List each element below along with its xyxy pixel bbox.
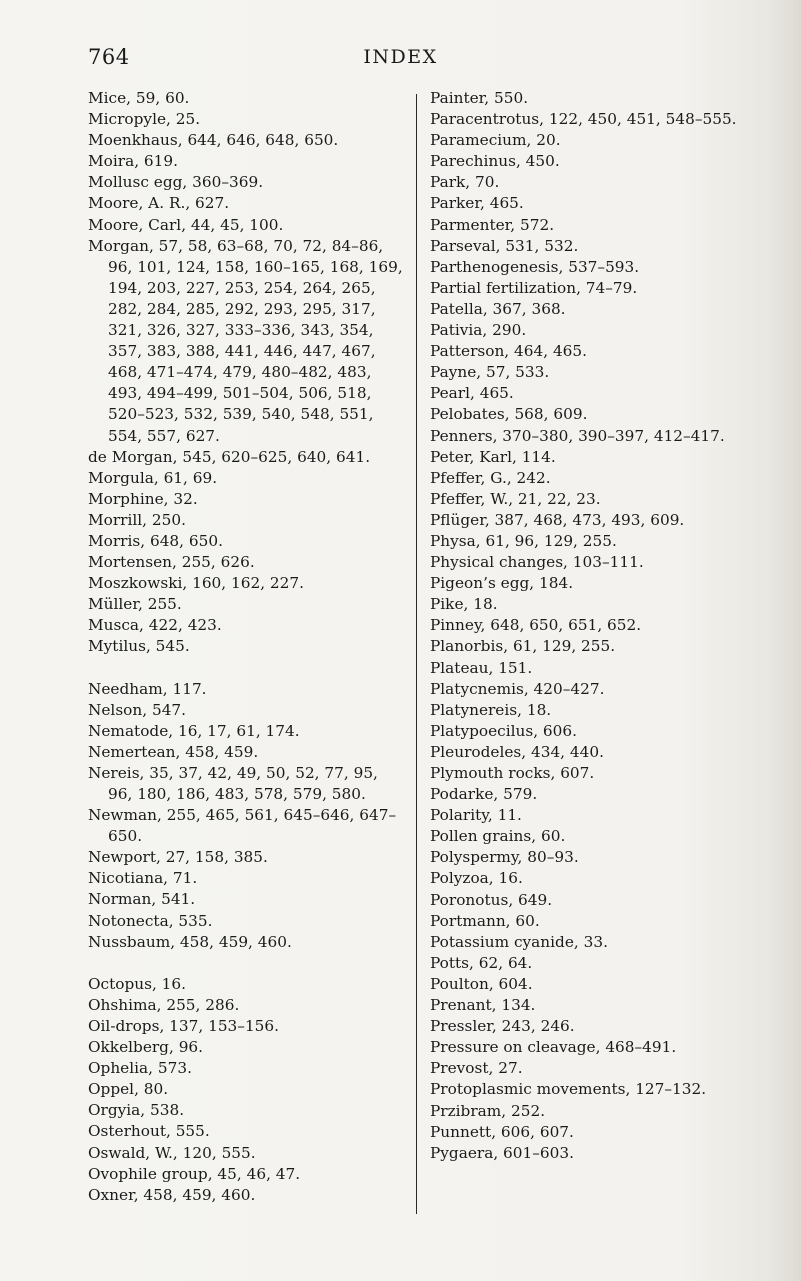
index-entry: Oppel, 80. — [88, 1080, 169, 1099]
index-entry: Ophelia, 573. — [88, 1059, 192, 1078]
index-entry: Polyspermy, 80–93. — [430, 848, 579, 867]
index-entry: Moszkowski, 160, 162, 227. — [88, 574, 304, 593]
index-entry: Polyzoa, 16. — [430, 869, 523, 888]
index-entry: Prevost, 27. — [430, 1059, 523, 1078]
index-entry: Osterhout, 555. — [88, 1122, 210, 1141]
index-entry: Pressler, 243, 246. — [430, 1017, 575, 1036]
section-gap — [88, 658, 406, 679]
index-entry: Patella, 367, 368. — [430, 299, 566, 318]
index-entry: Physa, 61, 96, 129, 255. — [430, 531, 617, 550]
index-entry: Pflüger, 387, 468, 473, 493, 609. — [430, 510, 685, 529]
index-entry: Payne, 57, 533. — [430, 363, 550, 382]
column-divider — [416, 94, 417, 1214]
index-entry: Pygaera, 601–603. — [430, 1143, 574, 1162]
index-entry: Morgula, 61, 69. — [88, 468, 218, 487]
index-entry: Plateau, 151. — [430, 658, 533, 677]
index-entry: Portmann, 60. — [430, 911, 540, 930]
index-entry: Pearl, 465. — [430, 384, 514, 403]
index-entry: Nemertean, 458, 459. — [88, 742, 259, 761]
index-entry: Paracentrotus, 122, 450, 451, 548–555. — [430, 110, 737, 129]
page-title: INDEX — [363, 46, 438, 68]
index-entry: Pfeffer, W., 21, 22, 23. — [430, 489, 601, 508]
index-entry: Peter, Karl, 114. — [430, 447, 556, 466]
index-entry: Pollen grains, 60. — [430, 827, 566, 846]
index-entry: Park, 70. — [430, 173, 500, 192]
index-entry: Plymouth rocks, 607. — [430, 764, 595, 782]
index-entry: Newman, 255, 465, 561, 645–646, 647–650. — [88, 806, 397, 846]
index-entry: Potts, 62, 64. — [430, 953, 533, 972]
index-entry: Nereis, 35, 37, 42, 49, 50, 52, 77, 95, 96, 180, 186, 483, 578, 579, 580. — [88, 763, 378, 803]
index-entry: Norman, 541. — [88, 890, 196, 909]
index-entry: Nelson, 547. — [88, 700, 187, 719]
index-entry: Nematode, 16, 17, 61, 174. — [88, 721, 300, 740]
index-entry: Parseval, 531, 532. — [430, 236, 579, 255]
index-entry: Polarity, 11. — [430, 806, 522, 825]
index-entry: Physical changes, 103–111. — [430, 553, 644, 572]
index-entry: Pike, 18. — [430, 595, 498, 614]
index-entry: Poronotus, 649. — [430, 890, 553, 909]
section-gap — [88, 953, 406, 974]
index-entry: Octopus, 16. — [88, 974, 187, 993]
index-entry: Parmenter, 572. — [430, 215, 555, 234]
index-entry: Musca, 422, 423. — [88, 616, 222, 635]
index-entry: Moore, A. R., 627. — [88, 194, 230, 213]
index-entry: Penners, 370–380, 390–397, 412–417. — [430, 426, 725, 445]
index-entry: Platypoecilus, 606. — [430, 721, 577, 740]
index-entry: Nicotiana, 71. — [88, 869, 198, 888]
index-entry: Müller, 255. — [88, 595, 182, 614]
index-entry: Mytilus, 545. — [88, 637, 190, 656]
index-entry: Pfeffer, G., 242. — [430, 468, 551, 487]
index-entry: Parthenogenesis, 537–593. — [430, 257, 640, 276]
index-entry: Morgan, 57, 58, 63–68, 70, 72, 84–86, 96, 101, 124, 158, 160–165, 168, 169, 194, 203, 227, 253, 254, 264, 265, 282, 284, 285, 292, 293, 295, 317, 321, 326, 327, 333–336, 343, 354, 357, 383, 388, 441, 446, 447, 467, 468, 471–474, 479, 480–482, 483, 493, 494–499, 501–504, 506, 518, 520–523, 532, 539, 540, 548, 551, 554, 557, 627. — [88, 236, 403, 445]
index-entry: Morphine, 32. — [88, 489, 198, 508]
index-entry: Morrill, 250. — [88, 510, 186, 529]
index-entry: Pinney, 648, 650, 651, 652. — [430, 616, 642, 635]
index-column-left — [88, 88, 406, 1206]
page-number: 764 — [88, 45, 130, 69]
index-entry: Protoplasmic movements, 127–132. — [430, 1080, 707, 1099]
index-entry: Platycnemis, 420–427. — [430, 679, 605, 698]
index-entry: de Morgan, 545, 620–625, 640, 641. — [88, 447, 371, 466]
index-entry: Patterson, 464, 465. — [430, 342, 588, 361]
index-entry: Mollusc egg, 360–369. — [88, 173, 264, 192]
index-entry: Prenant, 134. — [430, 996, 536, 1015]
index-entry: Okkelberg, 96. — [88, 1038, 204, 1057]
index-entry: Painter, 550. — [430, 89, 529, 107]
index-entry: Parker, 465. — [430, 194, 524, 213]
index-entry: Partial fertilization, 74–79. — [430, 278, 638, 297]
index-entry: Pleurodeles, 434, 440. — [430, 742, 604, 761]
index-entry: Punnett, 606, 607. — [430, 1122, 574, 1141]
index-entry: Nussbaum, 458, 459, 460. — [88, 932, 292, 951]
index-entry: Mice, 59, 60. — [88, 89, 190, 107]
index-entry: Newport, 27, 158, 385. — [88, 848, 268, 867]
index-entry: Przibram, 252. — [430, 1101, 546, 1120]
index-entry: Oxner, 458, 459, 460. — [88, 1185, 256, 1204]
index-entry: Needham, 117. — [88, 679, 207, 698]
index-entry: Moenkhaus, 644, 646, 648, 650. — [88, 131, 339, 150]
index-entry: Ovophile group, 45, 46, 47. — [88, 1164, 301, 1183]
index-entry: Platynereis, 18. — [430, 700, 552, 719]
index-entry: Parechinus, 450. — [430, 152, 560, 171]
index-entry: Notonecta, 535. — [88, 911, 213, 930]
index-entry: Pigeon’s egg, 184. — [430, 574, 574, 593]
running-head — [0, 45, 801, 75]
index-entry: Podarke, 579. — [430, 785, 538, 804]
index-entry: Planorbis, 61, 129, 255. — [430, 637, 616, 656]
index-entry: Micropyle, 25. — [88, 110, 201, 129]
index-entry: Orgyia, 538. — [88, 1101, 185, 1120]
index-entry: Potassium cyanide, 33. — [430, 932, 608, 951]
index-entry: Moira, 619. — [88, 152, 178, 171]
index-entry: Pelobates, 568, 609. — [430, 405, 588, 424]
index-entry: Pressure on cleavage, 468–491. — [430, 1038, 677, 1057]
index-entry: Ohshima, 255, 286. — [88, 995, 240, 1014]
index-entry: Oswald, W., 120, 555. — [88, 1143, 256, 1162]
index-entry: Oil-drops, 137, 153–156. — [88, 1016, 280, 1035]
index-column-right — [430, 88, 760, 1164]
index-entry: Morris, 648, 650. — [88, 531, 223, 550]
index-entry: Moore, Carl, 44, 45, 100. — [88, 215, 284, 234]
index-entry: Mortensen, 255, 626. — [88, 553, 255, 572]
index-entry: Paramecium, 20. — [430, 131, 561, 150]
index-entry: Poulton, 604. — [430, 974, 533, 993]
index-entry: Pativia, 290. — [430, 321, 527, 340]
